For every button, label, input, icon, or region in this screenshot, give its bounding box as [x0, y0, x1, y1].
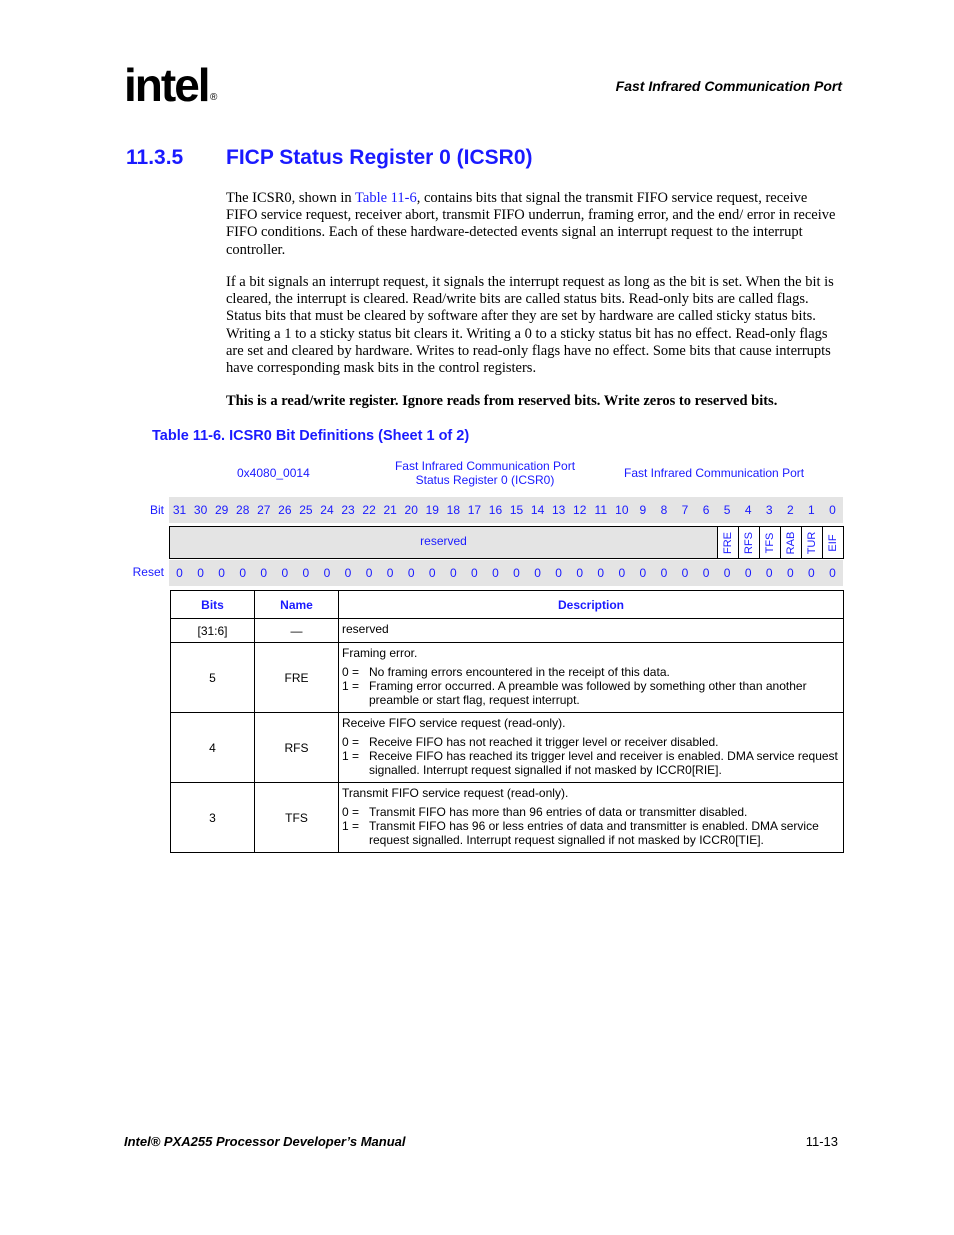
bit-number: 7 [681, 503, 689, 517]
reset-value: 0 [344, 566, 352, 580]
bit-number: 17 [467, 503, 482, 517]
register-name-line2: Status Register 0 (ICSR0) [415, 473, 555, 487]
table-row [171, 643, 844, 713]
field-tur [802, 526, 823, 559]
intel-logo [124, 60, 224, 120]
footer-manual-title: Intel® PXA255 Processor Developer’s Manual [124, 1134, 406, 1149]
bit-number: 14 [530, 503, 545, 517]
reset-value: 0 [555, 566, 562, 580]
cell-description [339, 713, 844, 783]
description-value-item [342, 805, 839, 819]
section-number: 11.3.5 [126, 146, 184, 169]
bit-number-row [169, 497, 843, 523]
paragraph-1 [226, 190, 841, 259]
bit-number: 29 [214, 503, 229, 517]
section-title: FICP Status Register 0 (ICSR0) [226, 146, 533, 169]
reset-value: 0 [765, 566, 773, 580]
register-name [380, 459, 590, 487]
value-text: Receive FIFO has reached its trigger level and receiver is enabled. DMA service request signalled. Interrupt request signalled if not masked by ICCR0[RIE]. [369, 749, 838, 777]
footer-page-number: 11-13 [805, 1134, 838, 1149]
table-body [171, 619, 844, 853]
description-title: Framing error. [342, 646, 418, 660]
field-label: EIF [827, 533, 840, 552]
bit-number: 26 [278, 503, 292, 517]
reset-value: 0 [260, 566, 268, 580]
cell-name: FRE [255, 643, 339, 713]
reset-value: 0 [639, 566, 647, 580]
value-key: 1 = [342, 679, 360, 693]
cell-name: — [255, 619, 339, 643]
reset-value: 0 [702, 566, 710, 580]
description-value-item [342, 749, 839, 777]
bit-number: 31 [172, 503, 187, 517]
field-reserved-label: reserved [420, 534, 467, 548]
bit-number: 20 [404, 503, 418, 517]
reset-value: 0 [323, 566, 331, 580]
bit-number: 6 [702, 503, 710, 517]
value-key: 0 = [342, 805, 360, 819]
cell-bits: 3 [171, 783, 255, 853]
reset-value: 0 [534, 566, 541, 580]
bit-number: 18 [446, 503, 461, 517]
bit-number: 19 [425, 503, 439, 517]
field-label: FRE [722, 531, 735, 554]
reset-value: 0 [386, 566, 394, 580]
reset-value: 0 [808, 566, 815, 580]
table-link[interactable]: Table 11-6 [355, 190, 417, 206]
field-reserved [169, 526, 718, 559]
reset-value: 0 [492, 566, 499, 580]
reset-value: 0 [576, 566, 584, 580]
cell-bits: 4 [171, 713, 255, 783]
value-text: Receive FIFO has not reached it trigger level or receiver disabled. [369, 735, 719, 749]
table-row [171, 619, 844, 643]
bit-number: 12 [573, 503, 587, 517]
cell-bits: [31:6] [171, 619, 255, 643]
table-caption: Table 11-6. ICSR0 Bit Definitions (Sheet 1 of 2) [152, 428, 470, 444]
reset-value: 0 [176, 566, 183, 580]
bit-number: 30 [193, 503, 208, 517]
bit-number: 23 [341, 503, 355, 517]
table-row [171, 713, 844, 783]
para1-text-b: , contains bits that signal the transmit FIFO service request, receive FIFO service request, receiver abort, transmit FIFO underrun, framing error, and the end/ error in receive FIFO conditions. Each of these hardware-detected events signal an interrupt request to the interrupt controller. [226, 190, 836, 258]
bit-number: 8 [660, 503, 668, 517]
bit-number: 3 [765, 503, 773, 517]
value-text: Transmit FIFO has more than 96 entries of data or transmitter disabled. [369, 805, 748, 819]
reset-value: 0 [786, 566, 794, 580]
reset-value: 0 [744, 566, 752, 580]
bit-number: 22 [362, 503, 376, 517]
reset-value: 0 [428, 566, 436, 580]
bit-row-label: Bit [149, 503, 164, 517]
reset-value: 0 [829, 566, 836, 580]
bit-number: 25 [299, 503, 313, 517]
paragraph-3-note: This is a read/write register. Ignore reads from reserved bits. Write zeros to reserved bits. [226, 393, 778, 409]
paragraph-2: If a bit signals an interrupt request, it signals the interrupt request as long as the bit is set. When the bit is cleared, the interrupt is cleared. Read/write bits are called status bits. Read-only bits are called flags. Status bits that must be cleared by software after they are set by hardware are called sticky status bits. Writing a 1 to a sticky status bit clears it. Writing a 0 to a sticky status bit has no effect. Read-only flags are set and cleared by hardware. Writes to read-only flags have no effect. Some bits that cause interrupts have corresponding mask bits in the control registers. [226, 274, 834, 377]
bit-number: 21 [383, 503, 397, 517]
bit-number: 11 [594, 503, 607, 517]
value-text: Transmit FIFO has 96 or less entries of data and transmitter is enabled. DMA service request signalled. Interrupt request signalled if not masked by ICCR0[TIE]. [369, 819, 819, 847]
bit-number: 10 [615, 503, 629, 517]
table-header-row [171, 591, 844, 619]
register-address: 0x4080_0014 [237, 466, 310, 480]
header-bits: Bits [171, 591, 255, 619]
field-eif [823, 526, 844, 559]
description-value-item [342, 679, 839, 707]
description-value-item [342, 665, 839, 679]
reset-value: 0 [365, 566, 373, 580]
bit-number: 4 [744, 503, 752, 517]
field-label: RFS [743, 531, 756, 554]
value-key: 1 = [342, 819, 360, 833]
field-rab [781, 526, 802, 559]
description-value-item [342, 819, 839, 847]
bit-number: 16 [488, 503, 503, 517]
reset-value: 0 [597, 566, 605, 580]
register-field-row [169, 526, 843, 559]
field-rfs [739, 526, 760, 559]
cell-name: TFS [255, 783, 339, 853]
value-key: 0 = [342, 735, 360, 749]
bit-number: 9 [639, 503, 647, 517]
logo-text: intel [124, 59, 209, 111]
reset-row-label: Reset [132, 565, 164, 579]
bit-number: 13 [551, 503, 566, 517]
table-row [171, 783, 844, 853]
reset-value: 0 [449, 566, 457, 580]
bit-definition-table [170, 590, 844, 853]
reset-value-row [169, 560, 843, 586]
description-title: reserved [342, 622, 389, 636]
bit-number: 1 [808, 503, 815, 517]
reset-value: 0 [281, 566, 289, 580]
reset-value: 0 [239, 566, 247, 580]
header-name: Name [255, 591, 339, 619]
reset-value: 0 [302, 566, 310, 580]
reset-value: 0 [197, 566, 204, 580]
cell-name: RFS [255, 713, 339, 783]
cell-bits: 5 [171, 643, 255, 713]
value-text: Framing error occurred. A preamble was followed by something other than another preamble or start flag, request interrupt. [369, 679, 807, 707]
field-label: TUR [806, 531, 819, 554]
reset-value: 0 [471, 566, 478, 580]
description-value-item [342, 735, 839, 749]
cell-description [339, 619, 844, 643]
bit-number: 27 [257, 503, 271, 517]
field-tfs [760, 526, 781, 559]
para1-text-a: The ICSR0, shown in [226, 190, 356, 206]
field-label: RAB [785, 531, 798, 554]
reset-value: 0 [660, 566, 668, 580]
value-key: 0 = [342, 665, 360, 679]
bit-number: 28 [236, 503, 250, 517]
bit-number: 15 [509, 503, 524, 517]
cell-description [339, 643, 844, 713]
value-text: No framing errors encountered in the receipt of this data. [369, 665, 670, 679]
reset-value: 0 [618, 566, 626, 580]
description-title: Transmit FIFO service request (read-only). [342, 786, 569, 800]
reset-value: 0 [723, 566, 731, 580]
bit-number: 24 [320, 503, 334, 517]
cell-description [339, 783, 844, 853]
bit-number: 0 [829, 503, 836, 517]
bit-number: 5 [723, 503, 731, 517]
section-heading [126, 146, 533, 170]
header-description: Description [339, 591, 844, 619]
reset-value: 0 [513, 566, 520, 580]
field-label: TFS [764, 532, 777, 553]
logo-registered-mark: ® [210, 92, 218, 103]
register-name-line1: Fast Infrared Communication Port [394, 459, 576, 473]
reset-value: 0 [681, 566, 689, 580]
reset-value: 0 [407, 566, 415, 580]
description-title: Receive FIFO service request (read-only). [342, 716, 566, 730]
field-fre [718, 526, 739, 559]
reset-value: 0 [218, 566, 225, 580]
header-title: Fast Infrared Communication Port [615, 78, 842, 94]
bit-number: 2 [786, 503, 794, 517]
register-unit: Fast Infrared Communication Port [624, 466, 805, 480]
value-key: 1 = [342, 749, 360, 763]
